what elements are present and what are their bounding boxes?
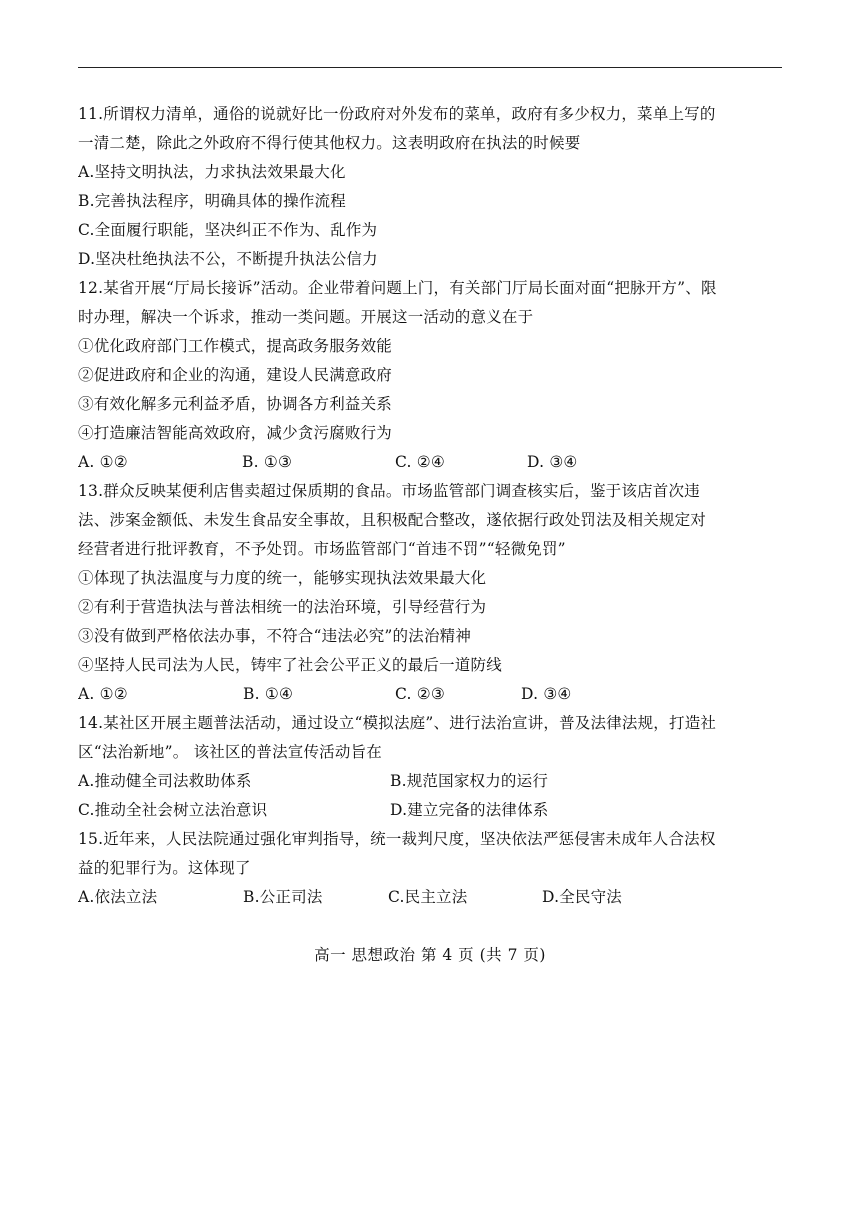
choice-b: B. ①③ [242,453,293,471]
question-12 [78,274,782,477]
question-stem-line: 15.近年来，人民法院通过强化审判指导，统一裁判尺度，坚决依法严惩侵害未成年人合法权 [78,830,716,848]
header-rule [78,67,782,68]
page-footer: 高一 思想政治 第 4 页 (共 7 页) [314,946,546,964]
question-stem-line: 时办理，解决一个诉求，推动一类问题。开展这一活动的意义在于 [78,308,534,326]
statement-1: ①体现了执法温度与力度的统一，能够实现执法效果最大化 [78,569,487,587]
option-a: A.坚持文明执法，力求执法效果最大化 [78,163,346,181]
statement-4: ④坚持人民司法为人民，铸牢了社会公平正义的最后一道防线 [78,656,502,674]
question-11 [78,100,782,274]
statement-3: ③没有做到严格依法办事，不符合“违法必究”的法治精神 [78,627,472,645]
question-14 [78,709,782,825]
question-stem-line: 13.群众反映某便利店售卖超过保质期的食品。市场监管部门调查核实后，鉴于该店首次违 [78,482,700,500]
choice-d: D. ③④ [527,453,578,471]
question-13 [78,477,782,709]
question-stem-line: 经营者进行批评教育，不予处罚。市场监管部门“首违不罚”“轻微免罚” [78,540,566,558]
choice-row [78,767,782,796]
statement-2: ②促进政府和企业的沟通，建设人民满意政府 [78,366,393,384]
choice-row [78,796,782,825]
choice-a: A. ①② [78,453,128,471]
question-stem-line: 益的犯罪行为。这体现了 [78,859,251,877]
question-stem-line: 12.某省开展“厅局长接诉”活动。企业带着问题上门，有关部门厅局长面对面“把脉开方”、限 [78,279,717,297]
question-15 [78,825,782,912]
option-a: A.推动健全司法救助体系 [78,772,252,790]
statement-4: ④打造廉洁智能高效政府，减少贪污腐败行为 [78,424,393,442]
choice-a: A. ①② [78,685,128,703]
option-a: A.依法立法 [78,888,158,906]
question-stem-line: 一清二楚，除此之外政府不得行使其他权力。这表明政府在执法的时候要 [78,134,581,152]
option-d: D.建立完备的法律体系 [390,801,549,819]
choice-b: B. ①④ [243,685,294,703]
question-stem-line: 区“法治新地”。 该社区的普法宣传活动旨在 [78,743,382,761]
choice-c: C. ②③ [395,685,445,703]
choice-d: D. ③④ [521,685,572,703]
statement-3: ③有效化解多元利益矛盾，协调各方利益关系 [78,395,393,413]
page-body [78,100,782,912]
choice-row [78,883,782,912]
option-d: D.全民守法 [542,888,623,906]
option-c: C.民主立法 [388,888,468,906]
statement-2: ②有利于营造执法与普法相统一的法治环境，引导经营行为 [78,598,487,616]
question-stem-line: 法、涉案金额低、未发生食品安全事故，且积极配合整改，遂依据行政处罚法及相关规定对 [78,511,707,529]
choice-c: C. ②④ [395,453,445,471]
option-b: B.规范国家权力的运行 [390,772,549,790]
question-stem-line: 11.所谓权力清单，通俗的说就好比一份政府对外发布的菜单，政府有多少权力，菜单上写的 [78,105,716,123]
option-b: B.完善执法程序，明确具体的操作流程 [78,192,346,210]
option-c: C.全面履行职能，坚决纠正不作为、乱作为 [78,221,378,239]
choice-row [78,448,782,477]
choice-row [78,680,782,709]
option-d: D.坚决杜绝执法不公，不断提升执法公信力 [78,250,378,268]
question-stem-line: 14.某社区开展主题普法活动，通过设立“模拟法庭”、进行法治宣讲，普及法律法规，打造社 [78,714,717,732]
option-c: C.推动全社会树立法治意识 [78,801,268,819]
statement-1: ①优化政府部门工作模式，提高政务服务效能 [78,337,393,355]
option-b: B.公正司法 [243,888,323,906]
